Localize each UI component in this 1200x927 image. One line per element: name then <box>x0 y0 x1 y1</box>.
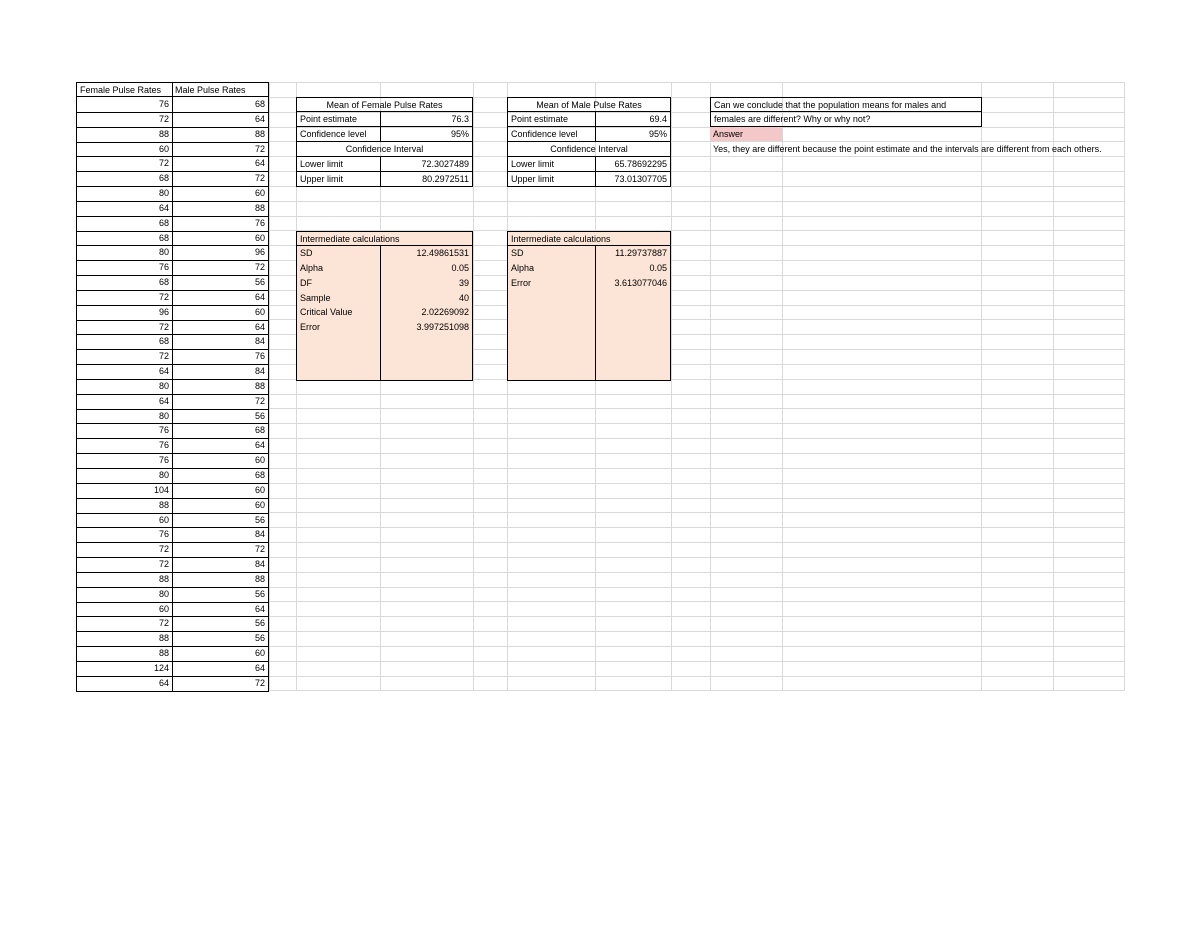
male-calc-label[interactable] <box>507 350 596 366</box>
gridline <box>269 676 1124 677</box>
female-conf-value[interactable]: 95% <box>380 127 473 142</box>
male-calc-value[interactable]: 3.613077046 <box>595 276 671 292</box>
female-rate-cell[interactable]: 80 <box>76 468 173 484</box>
female-rate-cell[interactable]: 88 <box>76 646 173 662</box>
female-rate-cell[interactable]: 76 <box>76 438 173 454</box>
gridline <box>269 587 1124 588</box>
female-rate-cell[interactable]: 60 <box>76 142 173 157</box>
female-rate-cell[interactable]: 80 <box>76 409 173 424</box>
female-rate-cell[interactable]: 72 <box>76 349 173 365</box>
female-rate-cell[interactable]: 76 <box>76 527 173 543</box>
female-calc-label[interactable] <box>296 365 381 381</box>
female-rate-cell[interactable]: 76 <box>76 453 173 469</box>
male-rate-cell[interactable]: 96 <box>172 245 269 261</box>
gridline <box>269 661 1124 662</box>
female-rate-cell[interactable]: 60 <box>76 602 173 617</box>
male-upper-label[interactable]: Upper limit <box>507 172 596 187</box>
question-line-2[interactable]: females are different? Why or why not? <box>710 112 982 127</box>
female-rate-cell[interactable]: 68 <box>76 275 173 291</box>
male-rate-cell[interactable]: 72 <box>172 394 269 410</box>
male-calc-label[interactable] <box>507 365 596 381</box>
female-point-label[interactable]: Point estimate <box>296 112 381 127</box>
male-calc-label[interactable] <box>507 320 596 336</box>
female-rate-cell[interactable]: 64 <box>76 201 173 217</box>
female-calc-value[interactable] <box>380 335 473 351</box>
male-rate-cell[interactable]: 88 <box>172 379 269 395</box>
male-point-value[interactable]: 69.4 <box>595 112 671 127</box>
male-rate-cell[interactable]: 84 <box>172 557 269 573</box>
male-calc-title[interactable]: Intermediate calculations <box>507 231 671 246</box>
gridline <box>269 82 270 691</box>
female-lower-value[interactable]: 72.3027489 <box>380 157 473 172</box>
male-calc-label[interactable] <box>507 335 596 351</box>
male-rate-cell[interactable]: 60 <box>172 646 269 662</box>
male-calc-label[interactable]: Alpha <box>507 261 596 277</box>
male-rate-cell[interactable]: 76 <box>172 216 269 232</box>
male-rate-cell[interactable]: 72 <box>172 542 269 558</box>
gridline <box>710 82 711 691</box>
male-calc-label[interactable] <box>507 305 596 321</box>
male-rate-cell[interactable]: 84 <box>172 364 269 380</box>
female-rate-cell[interactable]: 88 <box>76 498 173 514</box>
gridline <box>269 82 1124 83</box>
gridline <box>269 690 1124 691</box>
female-column-header[interactable]: Female Pulse Rates <box>76 82 173 97</box>
gridline <box>981 82 982 691</box>
male-point-label[interactable]: Point estimate <box>507 112 596 127</box>
female-rate-cell[interactable]: 68 <box>76 334 173 350</box>
gridline <box>269 453 1124 454</box>
gridline <box>269 408 1124 409</box>
gridline <box>269 468 1124 469</box>
female-point-value[interactable]: 76.3 <box>380 112 473 127</box>
female-interval-title[interactable]: Confidence Interval <box>296 142 473 157</box>
male-column-header[interactable]: Male Pulse Rates <box>172 82 269 97</box>
female-calc-value[interactable] <box>380 365 473 381</box>
male-rate-cell[interactable]: 64 <box>172 156 269 172</box>
gridline <box>782 82 783 691</box>
female-upper-value[interactable]: 80.2972511 <box>380 172 473 187</box>
male-calc-value[interactable] <box>595 350 671 366</box>
female-calc-label[interactable] <box>296 335 381 351</box>
female-conf-label[interactable]: Confidence level <box>296 127 381 142</box>
female-rate-cell[interactable]: 88 <box>76 127 173 143</box>
female-rate-cell[interactable]: 88 <box>76 631 173 647</box>
female-rate-cell[interactable]: 68 <box>76 171 173 187</box>
male-rate-cell[interactable]: 88 <box>172 201 269 217</box>
female-calc-label[interactable]: SD <box>296 246 381 262</box>
female-calc-value[interactable]: 3.997251098 <box>380 320 473 336</box>
gridline <box>269 572 1124 573</box>
female-calc-value[interactable] <box>380 350 473 366</box>
male-rate-cell[interactable]: 76 <box>172 349 269 365</box>
gridline <box>269 498 1124 499</box>
female-rate-cell[interactable]: 72 <box>76 557 173 573</box>
female-rate-cell[interactable]: 80 <box>76 379 173 395</box>
gridline <box>269 601 1124 602</box>
male-calc-value[interactable]: 11.29737887 <box>595 246 671 262</box>
female-calc-label[interactable]: Sample <box>296 291 381 306</box>
gridline <box>269 394 1124 395</box>
male-rate-cell[interactable]: 56 <box>172 631 269 647</box>
female-rate-cell[interactable]: 88 <box>76 572 173 588</box>
female-rate-cell[interactable]: 96 <box>76 305 173 321</box>
male-conf-label[interactable]: Confidence level <box>507 127 596 142</box>
female-rate-cell[interactable]: 72 <box>76 112 173 128</box>
male-calc-value[interactable]: 0.05 <box>595 261 671 277</box>
female-rate-cell[interactable]: 72 <box>76 290 173 306</box>
gridline <box>269 646 1124 647</box>
male-lower-value[interactable]: 65.78692295 <box>595 157 671 172</box>
female-rate-cell[interactable]: 64 <box>76 394 173 410</box>
male-rate-cell[interactable]: 56 <box>172 587 269 603</box>
male-rate-cell[interactable]: 72 <box>172 260 269 276</box>
female-calc-label[interactable]: Alpha <box>296 261 381 277</box>
male-rate-cell[interactable]: 68 <box>172 468 269 484</box>
gridline <box>269 483 1124 484</box>
gridline <box>1124 82 1125 691</box>
female-calc-value[interactable]: 40 <box>380 291 473 306</box>
male-calc-value[interactable] <box>595 335 671 351</box>
male-calc-label[interactable]: SD <box>507 246 596 262</box>
gridline <box>473 82 474 691</box>
gridline <box>269 512 1124 513</box>
female-rate-cell[interactable]: 104 <box>76 483 173 499</box>
female-mean-title[interactable]: Mean of Female Pulse Rates <box>296 97 473 112</box>
female-rate-cell[interactable]: 72 <box>76 616 173 632</box>
male-lower-label[interactable]: Lower limit <box>507 157 596 172</box>
male-rate-cell[interactable]: 64 <box>172 320 269 335</box>
male-rate-cell[interactable]: 88 <box>172 572 269 588</box>
female-calc-title[interactable]: Intermediate calculations <box>296 231 473 246</box>
male-rate-cell[interactable]: 56 <box>172 513 269 528</box>
female-rate-cell[interactable]: 80 <box>76 186 173 202</box>
male-rate-cell[interactable]: 60 <box>172 453 269 469</box>
male-rate-cell[interactable]: 64 <box>172 290 269 306</box>
male-calc-value[interactable] <box>595 291 671 306</box>
male-rate-cell[interactable]: 84 <box>172 527 269 543</box>
male-rate-cell[interactable]: 84 <box>172 334 269 350</box>
gridline <box>269 557 1124 558</box>
male-conf-value[interactable]: 95% <box>595 127 671 142</box>
male-rate-cell[interactable]: 64 <box>172 438 269 454</box>
male-calc-label[interactable]: Error <box>507 276 596 292</box>
female-rate-cell[interactable]: 72 <box>76 156 173 172</box>
female-upper-label[interactable]: Upper limit <box>296 172 381 187</box>
female-calc-value[interactable]: 39 <box>380 276 473 292</box>
female-calc-label[interactable]: DF <box>296 276 381 292</box>
gridline <box>269 201 1124 202</box>
male-rate-cell[interactable]: 68 <box>172 97 269 113</box>
gridline <box>269 527 1124 528</box>
answer-label[interactable]: Answer <box>710 127 782 141</box>
male-upper-value[interactable]: 73.01307705 <box>595 172 671 187</box>
female-calc-label[interactable]: Critical Value <box>296 305 381 321</box>
gridline <box>1053 82 1054 691</box>
male-rate-cell[interactable]: 60 <box>172 231 269 246</box>
male-rate-cell[interactable]: 60 <box>172 483 269 499</box>
male-rate-cell[interactable]: 60 <box>172 498 269 514</box>
female-calc-label[interactable]: Error <box>296 320 381 336</box>
gridline <box>269 616 1124 617</box>
gridline <box>269 438 1124 439</box>
male-rate-cell[interactable]: 56 <box>172 409 269 424</box>
female-rate-cell[interactable]: 72 <box>76 320 173 335</box>
male-rate-cell[interactable]: 72 <box>172 142 269 157</box>
male-rate-cell[interactable]: 72 <box>172 171 269 187</box>
female-rate-cell[interactable]: 80 <box>76 245 173 261</box>
gridline <box>269 542 1124 543</box>
male-rate-cell[interactable]: 68 <box>172 423 269 439</box>
male-rate-cell[interactable]: 64 <box>172 112 269 128</box>
female-calc-label[interactable] <box>296 350 381 366</box>
female-rate-cell[interactable]: 124 <box>76 661 173 677</box>
female-rate-cell[interactable]: 72 <box>76 542 173 558</box>
female-rate-cell[interactable]: 64 <box>76 364 173 380</box>
female-rate-cell[interactable]: 68 <box>76 231 173 246</box>
male-mean-title[interactable]: Mean of Male Pulse Rates <box>507 97 671 112</box>
female-lower-label[interactable]: Lower limit <box>296 157 381 172</box>
female-rate-cell[interactable]: 60 <box>76 513 173 528</box>
female-rate-cell[interactable]: 76 <box>76 97 173 113</box>
female-rate-cell[interactable]: 76 <box>76 260 173 276</box>
female-calc-value[interactable]: 2.02269092 <box>380 305 473 321</box>
male-rate-cell[interactable]: 64 <box>172 661 269 677</box>
male-rate-cell[interactable]: 56 <box>172 616 269 632</box>
male-calc-value[interactable] <box>595 365 671 381</box>
male-rate-cell[interactable]: 88 <box>172 127 269 143</box>
female-rate-cell[interactable]: 68 <box>76 216 173 232</box>
male-rate-cell[interactable]: 56 <box>172 275 269 291</box>
female-rate-cell[interactable]: 64 <box>76 676 173 692</box>
male-rate-cell[interactable]: 64 <box>172 602 269 617</box>
gridline <box>269 423 1124 424</box>
female-rate-cell[interactable]: 80 <box>76 587 173 603</box>
male-rate-cell[interactable]: 72 <box>172 676 269 692</box>
male-rate-cell[interactable]: 60 <box>172 186 269 202</box>
gridline <box>671 82 672 691</box>
question-line-1[interactable]: Can we conclude that the population means for males and <box>710 97 982 112</box>
female-rate-cell[interactable]: 76 <box>76 423 173 439</box>
male-calc-label[interactable] <box>507 291 596 306</box>
female-calc-value[interactable]: 12.49861531 <box>380 246 473 262</box>
gridline <box>269 216 1124 217</box>
gridline <box>269 631 1124 632</box>
answer-text[interactable]: Yes, they are different because the point estimate and the intervals are different from each others. <box>713 144 1102 154</box>
male-calc-value[interactable] <box>595 305 671 321</box>
male-rate-cell[interactable]: 60 <box>172 305 269 321</box>
male-interval-title[interactable]: Confidence Interval <box>507 142 671 157</box>
male-calc-value[interactable] <box>595 320 671 336</box>
female-calc-value[interactable]: 0.05 <box>380 261 473 277</box>
